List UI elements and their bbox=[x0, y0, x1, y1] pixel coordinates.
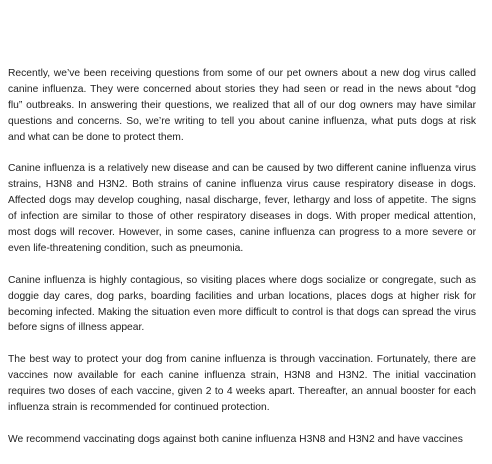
paragraph-recommendation: We recommend vaccinating dogs against both canine influenza H3N8 and H3N2 and have vaccines bbox=[8, 433, 463, 445]
paragraph-vaccination: The best way to protect your dog from canine influenza is through vaccination. Fortunately, there are vaccines now available for each canine influenza strain, H3N8 and H3N2. The initial vaccination requires two doses of each vaccine, given 2 to 4 weeks apart. Thereafter, an annual booster for each influenza strain is recommended for continued protection. bbox=[8, 354, 476, 413]
paragraph-intro: Recently, we’ve been receiving questions from some of our pet owners about a new dog virus called canine influenza. They were concerned about stories they had seen or read in the news about “dog flu” outbreaks. In answering their questions, we realized that all of our dog owners may have similar questions and concerns. So, we’re writing to tell you about canine influenza, what puts dogs at risk and what can be done to protect them. bbox=[8, 68, 476, 143]
letter-body bbox=[8, 66, 476, 464]
paragraph-disease-overview: Canine influenza is a relatively new disease and can be caused by two different canine influenza virus strains, H3N8 and H3N2. Both strains of canine influenza virus cause respiratory disease in dogs. Affected dogs may develop coughing, nasal discharge, fever, lethargy and loss of appetite. The signs of infection are similar to those of other respiratory diseases in dogs. With proper medical attention, most dogs will recover. However, in some cases, canine influenza can progress to a more severe or even life-threatening condition, such as pneumonia. bbox=[8, 163, 476, 254]
paragraph-contagion-risk: Canine influenza is highly contagious, so visiting places where dogs socialize or congregate, such as doggie day cares, dog parks, boarding facilities and urban locations, places dogs at higher risk for becoming infected. Making the situation even more difficult to control is that dogs can spread the virus before signs of illness appear. bbox=[8, 274, 476, 334]
